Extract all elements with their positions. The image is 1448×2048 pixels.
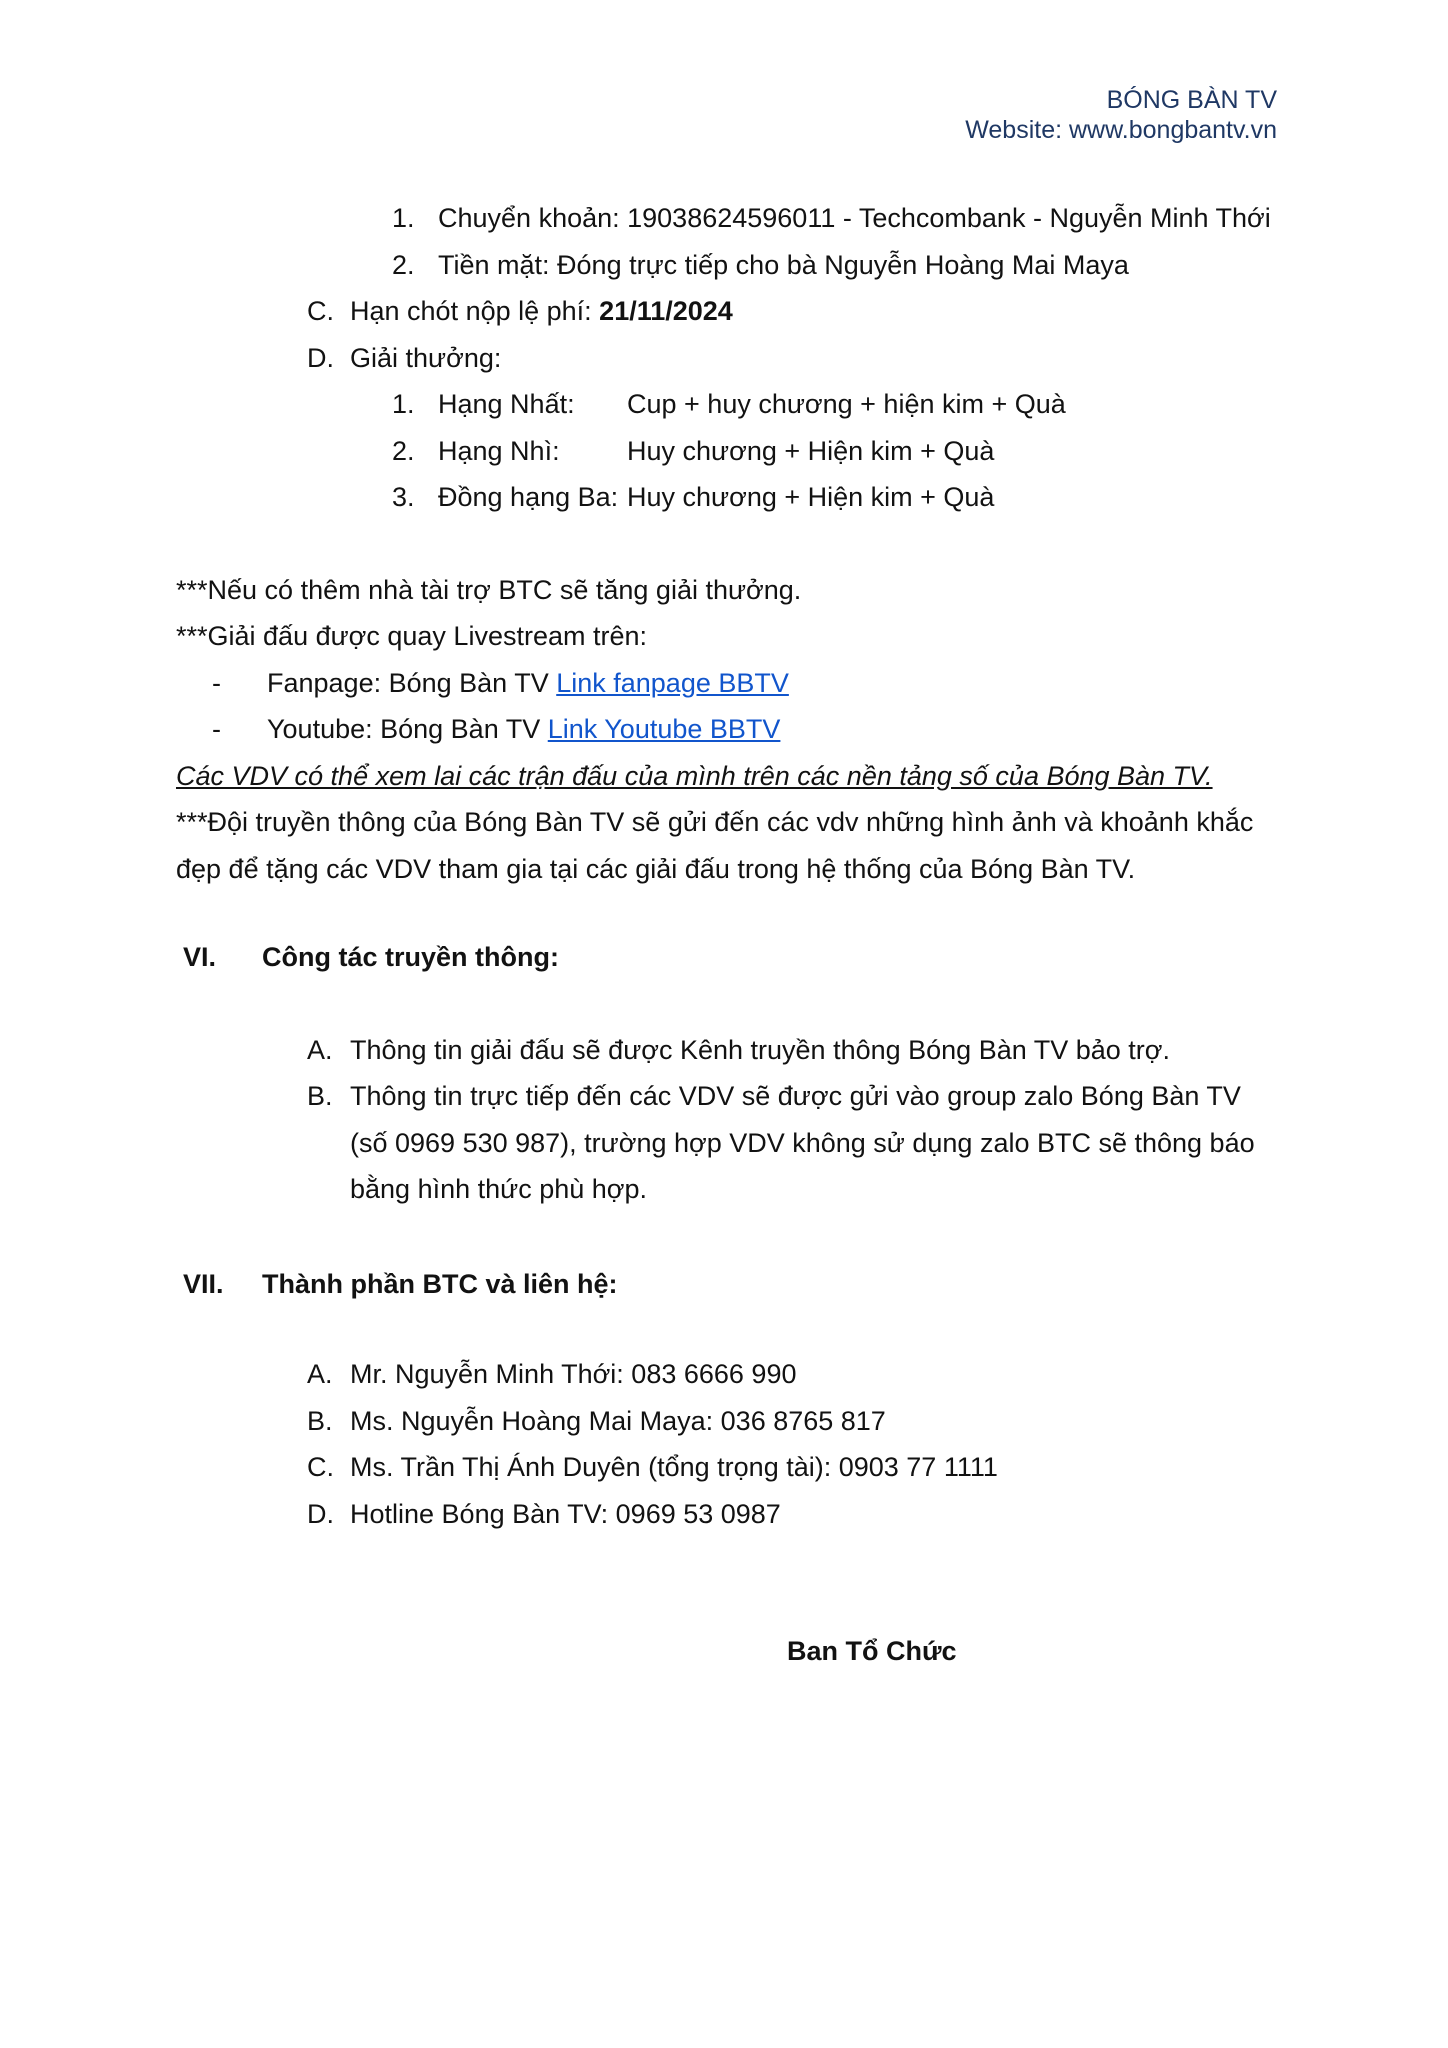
list-marker: 1.	[392, 389, 415, 419]
list-marker: A.	[307, 1359, 333, 1389]
contact-item	[176, 1444, 1313, 1491]
brand-website: Website: www.bongbantv.vn	[965, 116, 1277, 144]
item-line: (số 0969 530 987), trường hợp VDV không sử dụng zalo BTC sẽ thông báo	[350, 1127, 1255, 1158]
section-title: Thành phần BTC và liên hệ:	[262, 1268, 618, 1299]
award-item	[176, 474, 1313, 521]
contact-item	[176, 1351, 1313, 1398]
section-number: VII.	[183, 1268, 224, 1299]
award-rank: Hạng Nhất:	[438, 389, 575, 419]
list-marker: 3.	[392, 482, 415, 512]
channel-prefix: Fanpage: Bóng Bàn TV	[267, 667, 557, 698]
fee-deadline-item	[176, 288, 1313, 335]
contact-text: Ms. Nguyễn Hoàng Mai Maya: 036 8765 817	[350, 1405, 886, 1436]
section-title: Công tác truyền thông:	[262, 942, 559, 972]
list-marker: 2.	[392, 435, 415, 466]
award-rank: Đồng hạng Ba:	[438, 482, 619, 512]
list-marker: C.	[307, 1452, 334, 1482]
media-note-line: đẹp để tặng các VDV tham gia tại các giải đấu trong hệ thống của Bóng Bàn TV.	[176, 853, 1136, 884]
livestream-channel-item	[176, 706, 1313, 753]
contact-text: Mr. Nguyễn Minh Thới: 083 6666 990	[350, 1359, 797, 1389]
list-marker: C.	[307, 296, 334, 326]
award-prize: Huy chương + Hiện kim + Quà	[627, 482, 995, 512]
list-marker: 2.	[392, 249, 415, 280]
deadline-date: 21/11/2024	[599, 296, 733, 326]
award-item	[176, 381, 1313, 428]
awards-title-item	[176, 335, 1313, 382]
list-marker: D.	[307, 1498, 334, 1529]
contact-text: Hotline Bóng Bàn TV: 0969 53 0987	[350, 1498, 781, 1529]
award-item	[176, 428, 1313, 475]
document-body	[176, 195, 1313, 1675]
dash-bullet: -	[212, 714, 221, 744]
signature-block: Ban Tổ Chức	[787, 1636, 957, 1666]
list-marker: B.	[307, 1405, 333, 1436]
replay-note: Các VDV có thể xem lai các trận đấu của mình trên các nền tảng số của Bóng Bàn TV.	[176, 760, 1213, 791]
section-heading-vii	[176, 1261, 1313, 1308]
section-vi-item	[176, 1073, 1313, 1213]
sponsor-note: ***Nếu có thêm nhà tài trợ BTC sẽ tăng giải thưởng.	[176, 574, 802, 605]
livestream-note: ***Giải đấu được quay Livestream trên:	[176, 621, 648, 651]
section-vi-item	[176, 1027, 1313, 1074]
list-marker: B.	[307, 1081, 333, 1111]
section-number: VI.	[183, 942, 217, 972]
award-prize: Cup + huy chương + hiện kim + Quà	[627, 389, 1066, 419]
deadline-label: Hạn chót nộp lệ phí:	[350, 296, 600, 326]
youtube-link[interactable]: Link Youtube BBTV	[547, 714, 781, 744]
item-line: Thông tin giải đấu sẽ được Kênh truyền thông Bóng Bàn TV bảo trợ.	[350, 1034, 1171, 1065]
payment-method-item	[176, 195, 1313, 242]
contact-item	[176, 1491, 1313, 1538]
contact-item	[176, 1398, 1313, 1445]
contact-text: Ms. Trần Thị Ánh Duyên (tổng trọng tài): 0903 77 1111	[350, 1452, 998, 1482]
item-line: Thông tin trực tiếp đến các VDV sẽ được gửi vào group zalo Bóng Bàn TV	[350, 1081, 1241, 1111]
list-marker: 1.	[392, 203, 415, 233]
letterhead	[965, 85, 1277, 145]
livestream-channel-item	[176, 660, 1313, 707]
award-prize: Huy chương + Hiện kim + Quà	[627, 435, 995, 466]
payment-method-text: Chuyển khoản: 19038624596011 - Techcombank - Nguyễn Minh Thới	[438, 203, 1271, 233]
awards-title: Giải thưởng:	[350, 342, 502, 373]
payment-method-item	[176, 242, 1313, 289]
list-marker: A.	[307, 1034, 333, 1065]
dash-bullet: -	[212, 667, 221, 698]
fanpage-link[interactable]: Link fanpage BBTV	[556, 667, 789, 698]
list-marker: D.	[307, 342, 334, 373]
payment-method-text: Tiền mặt: Đóng trực tiếp cho bà Nguyễn Hoàng Mai Maya	[438, 249, 1129, 280]
brand-name: BÓNG BÀN TV	[1106, 86, 1277, 114]
media-note-line: ***Đội truyền thông của Bóng Bàn TV sẽ gửi đến các vdv những hình ảnh và khoảnh khắc	[176, 807, 1254, 837]
award-rank: Hạng Nhì:	[438, 435, 560, 466]
channel-prefix: Youtube: Bóng Bàn TV	[267, 714, 548, 744]
item-line: bằng hình thức phù hợp.	[350, 1174, 647, 1204]
section-heading-vi	[176, 934, 1313, 981]
